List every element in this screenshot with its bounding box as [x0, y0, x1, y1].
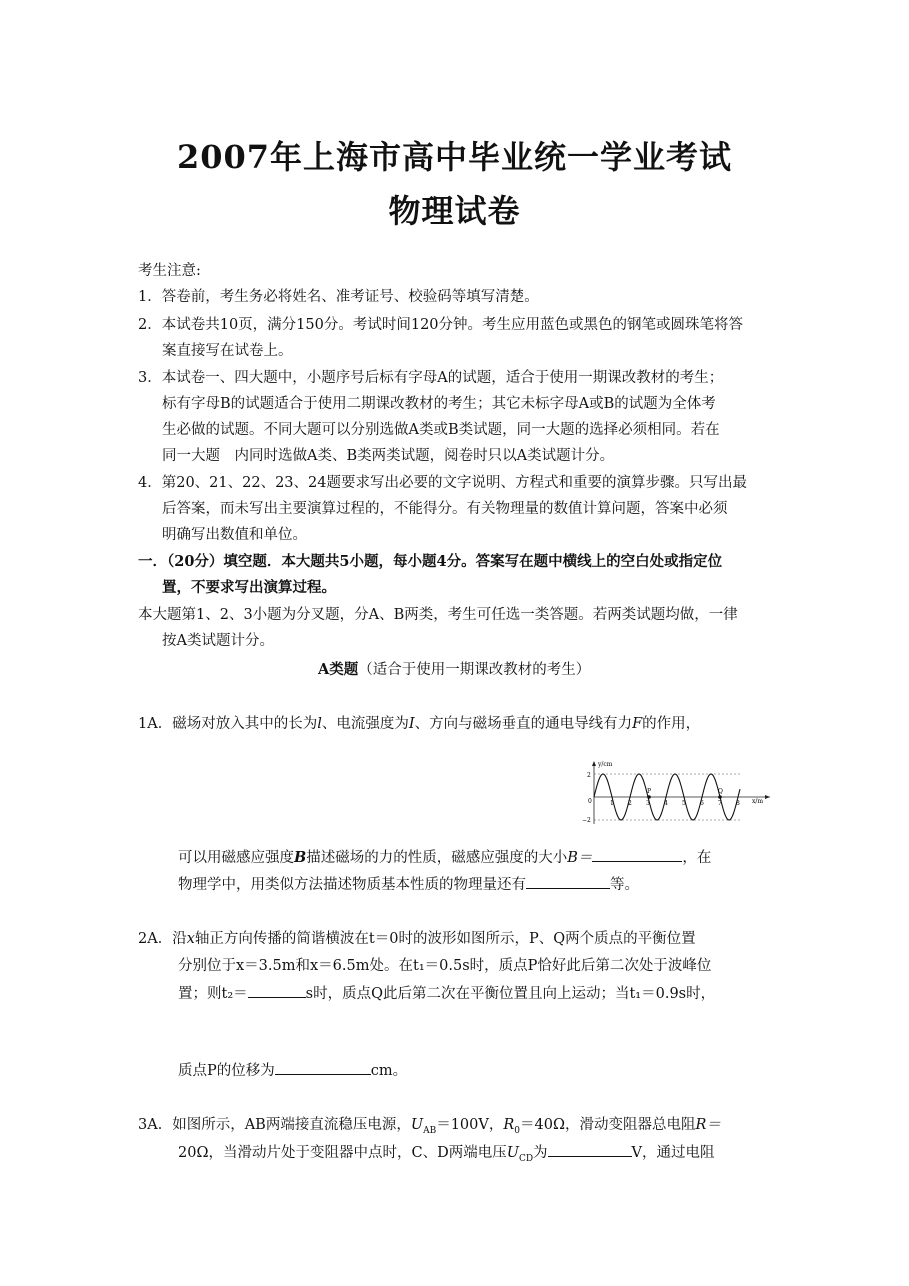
q1-text: 、电流强度为	[321, 716, 409, 732]
q2-text: t₂＝	[221, 986, 248, 1002]
q3-sub-ab: AB	[423, 1125, 437, 1136]
wave-graph	[580, 758, 775, 828]
q2-line-2	[178, 956, 711, 976]
q1-var-f: F	[632, 716, 643, 732]
q2-text: s时，质点Q此后第二次在平衡位置且向上运动；当	[305, 986, 630, 1002]
y-axis-arrow	[592, 761, 596, 766]
q3-var-r0: R	[503, 1117, 515, 1133]
x-tick-label: 4	[664, 800, 668, 807]
q2-label: 2A．	[138, 931, 173, 947]
section-1-header: 一．（20分）填空题．本大题共5小题，每小题4分。答案写在题中横线上的空白处或指定位	[138, 553, 723, 570]
q1-line-3	[178, 874, 639, 895]
q2-text: 分别位于	[178, 958, 236, 974]
subheading-a-class	[318, 660, 590, 680]
q2-text: x＝6.5m处。在	[310, 958, 413, 974]
q3-answer-blank-1[interactable]	[548, 1142, 632, 1157]
x-tick-label: 1	[610, 800, 614, 807]
q2-line-3	[178, 983, 715, 1004]
point-p-marker	[647, 795, 651, 799]
q2-text: 轴正方向传播的简谐横波在	[194, 931, 369, 947]
y-axis-label: y/cm	[598, 761, 613, 768]
notice-item-4: 4．第20、21、22、23、24题要求写出必要的文字说明、方程式和重要的演算步骤。只写出最	[138, 475, 747, 491]
subheading-rest: （适合于使用一期课改教材的考生）	[358, 662, 591, 678]
section-1-note-cont: 按A类试题计分。	[162, 633, 274, 649]
y-tick-pos: 2	[587, 772, 591, 779]
q1-label: 1A．	[138, 716, 173, 732]
q2-text: 质点P的位移为	[178, 1063, 275, 1079]
q3-text: ＝40Ω，滑动变阻器总电阻	[520, 1117, 696, 1133]
x-tick-label: 8	[736, 800, 740, 807]
x-axis-arrow	[765, 795, 770, 799]
q2-text: t₁＝0.9s时，	[629, 986, 716, 1002]
q2-text: 置；则	[178, 986, 222, 1002]
q3-text: 20Ω，当滑动片处于变阻器中点时，C、D两端电压	[178, 1145, 507, 1161]
q1-answer-blank-2[interactable]	[526, 874, 610, 889]
q2-text: t₁＝0.5s时，质点P恰好此后第二次处于波峰位	[413, 958, 712, 974]
q1-text: 描述磁场的力的性质，磁感应强度的大小	[306, 850, 568, 866]
q3-line-2	[178, 1142, 715, 1169]
q1-text: 可以用磁感应强度	[178, 850, 294, 866]
x-tick-label: 7	[718, 800, 722, 807]
q3-var-ucd: U	[506, 1145, 519, 1161]
q1-var-i: I	[408, 716, 415, 732]
q3-line-1	[138, 1115, 721, 1141]
notice-item-4-cont-2: 明确写出数值和单位。	[162, 527, 307, 543]
q3-text: V，通过电阻	[631, 1145, 715, 1161]
q2-answer-blank-2[interactable]	[275, 1060, 371, 1075]
section-1-header-cont: 置，不要求写出演算过程。	[162, 579, 336, 596]
q1-text: 的作用，	[642, 716, 701, 732]
q2-answer-blank-1[interactable]	[248, 983, 306, 998]
q2-line-1	[138, 929, 696, 949]
notice-item-3: 3．本试卷一、四大题中，小题序号后标有字母A的试题，适合于使用一期课改教材的考生；	[138, 370, 724, 386]
x-tick-label: 3	[646, 800, 650, 807]
q1-text: 物理学中，用类似方法描述物质基本性质的物理量还有	[178, 877, 526, 893]
point-q-marker	[718, 795, 722, 799]
q3-label: 3A．	[138, 1117, 173, 1133]
q2-line-4	[178, 1060, 407, 1081]
q2-text: cm。	[370, 1063, 408, 1079]
q2-text: 沿	[172, 931, 187, 947]
notice-item-3-cont-3: 同一大题 内同时选做A类、B类两类试题，阅卷时只以A类试题计分。	[162, 448, 615, 464]
q2-text: t＝0时的波形如图所示，P、Q两个质点的平衡位置	[368, 931, 696, 947]
q1-text: 、方向与磁场垂直的通电导线有力	[414, 716, 633, 732]
exam-title: 2007年上海市高中毕业统一学业考试	[176, 138, 733, 176]
notice-item-3-cont-1: 标有字母B的试题适合于使用二期课改教材的考生；其它未标字母A或B的试题为全体考	[162, 396, 716, 412]
q1-line-1	[138, 714, 700, 734]
notice-item-2-cont: 案直接写在试卷上。	[162, 343, 293, 359]
q1-line-2	[178, 847, 711, 868]
q1-text: 等。	[610, 877, 639, 893]
notice-item-2: 2．本试卷共10页，满分150分。考试时间120分钟。考生应用蓝色或黑色的钢笔或圆珠笔将答	[138, 317, 744, 333]
q3-text: 如图所示，AB两端接直流稳压电源，	[172, 1117, 411, 1133]
q1-text: B＝	[567, 850, 593, 866]
q1-answer-blank-1[interactable]	[592, 847, 682, 862]
notice-item-1: 1．答卷前，考生务必将姓名、准考证号、校验码等填写清楚。	[138, 289, 539, 305]
q3-text: ＝100V，	[436, 1117, 504, 1133]
exam-subtitle: 物理试卷	[388, 192, 521, 230]
notice-item-4-cont-1: 后答案，而未写出主要演算过程的，不能得分。有关物理量的数值计算问题，答案中必须	[162, 501, 728, 517]
q1-text: 磁场对放入其中的长为	[172, 716, 318, 732]
x-tick-label: 5	[682, 800, 686, 807]
q3-sub-cd: CD	[518, 1153, 534, 1164]
origin-label: 0	[588, 798, 592, 805]
q3-text: 为	[533, 1145, 548, 1161]
point-q-label: Q	[718, 788, 723, 795]
notice-item-3-cont-2: 生必做的试题。不同大题可以分别选做A类或B类试题，同一大题的选择必须相同。若在	[162, 422, 720, 438]
x-axis-label: x/m	[752, 798, 764, 805]
q3-var-r: R＝	[695, 1117, 721, 1133]
notice-heading: 考生注意:	[138, 263, 201, 279]
q1-text: ，在	[682, 850, 712, 866]
q3-var-u: U	[410, 1117, 424, 1133]
q1-var-l: l	[317, 716, 322, 732]
q2-text: x＝3.5m和	[236, 958, 310, 974]
x-tick-label: 2	[628, 800, 632, 807]
subheading-bold: A类题	[318, 661, 359, 678]
x-tick-label: 6	[700, 800, 704, 807]
q3-sub-0: 0	[514, 1125, 521, 1136]
section-1-note: 本大题第1、2、3小题为分叉题，分A、B两类，考生可任选一类答题。若两类试题均做，一律	[138, 607, 738, 623]
x-tick-labels	[610, 800, 740, 807]
y-tick-neg: −2	[582, 817, 591, 824]
q1-var-b: B	[294, 849, 307, 866]
q2-var-x: x	[186, 931, 195, 947]
point-p-label: P	[647, 788, 652, 795]
